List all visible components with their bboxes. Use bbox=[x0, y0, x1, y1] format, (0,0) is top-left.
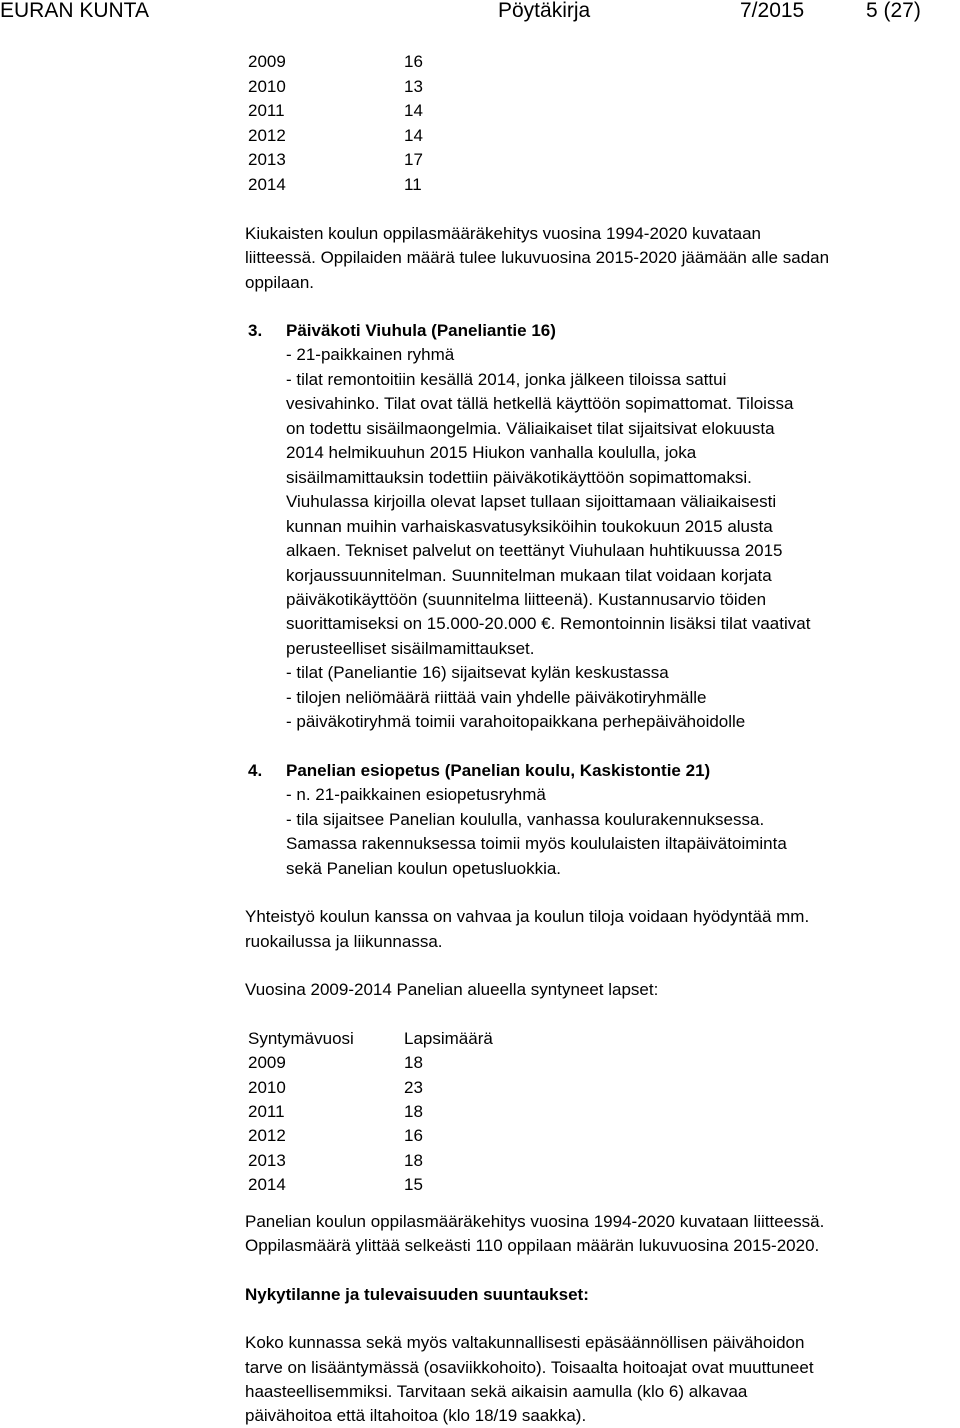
count-cell: 14 bbox=[404, 101, 423, 120]
section-line: Samassa rakennuksessa toimii myös koululaisten iltapäivätoiminta bbox=[286, 834, 787, 853]
births-intro: Vuosina 2009-2014 Panelian alueella syntyneet lapset: bbox=[245, 980, 659, 999]
year-cell: 2013 bbox=[248, 150, 286, 169]
org-name: EURAN KUNTA bbox=[0, 0, 149, 22]
count-cell: 18 bbox=[404, 1151, 423, 1170]
paragraph-line: päivähoitoa että iltahoitoa (klo 18/19 saakka). bbox=[245, 1406, 587, 1425]
count-column-header: Lapsimäärä bbox=[404, 1029, 493, 1048]
section-line: sisäilmamittauksin todettiin päiväkotikäyttöön sopimattomaksi. bbox=[286, 468, 752, 487]
section-line: - tilat remontoitiin kesällä 2014, jonka jälkeen tiloissa sattui bbox=[286, 370, 727, 389]
year-cell: 2012 bbox=[248, 126, 286, 145]
document-type: Pöytäkirja bbox=[498, 0, 591, 22]
paragraph-line: Yhteistyö koulun kanssa on vahvaa ja koulun tiloja voidaan hyödyntää mm. bbox=[245, 907, 810, 926]
paragraph-line: Koko kunnassa sekä myös valtakunnallisesti epäsäännöllisen päivähoidon bbox=[245, 1333, 805, 1352]
count-cell: 18 bbox=[404, 1053, 423, 1072]
section-title: Päiväkoti Viuhula (Paneliantie 16) bbox=[286, 321, 556, 340]
section-line: - tilat (Paneliantie 16) sijaitsevat kylän keskustassa bbox=[286, 663, 669, 682]
year-cell: 2010 bbox=[248, 1078, 286, 1097]
year-column-header: Syntymävuosi bbox=[248, 1029, 354, 1048]
section-number: 3. bbox=[248, 321, 263, 340]
section-line: Viuhulassa kirjoilla olevat lapset tullaan sijoittamaan väliaikaisesti bbox=[286, 492, 777, 511]
section-line: sekä Panelian koulun opetusluokkia. bbox=[286, 859, 562, 878]
count-cell: 11 bbox=[404, 175, 422, 194]
section-line: on todettu sisäilmaongelmia. Väliaikaiset tilat sijaitsivat elokuusta bbox=[286, 419, 775, 438]
year-cell: 2009 bbox=[248, 52, 286, 71]
paragraph-line: haasteellisemmiksi. Tarvitaan sekä aikaisin aamulla (klo 6) alkavaa bbox=[245, 1382, 748, 1401]
section-number: 4. bbox=[248, 761, 263, 780]
paragraph-line: Oppilasmäärä ylittää selkeästi 110 oppilaan määrän lukuvuosina 2015-2020. bbox=[245, 1236, 820, 1255]
section-line: päiväkotikäyttöön (suunnitelma liitteenä). Kustannusarvio töiden bbox=[286, 590, 767, 609]
section-line: - päiväkotiryhmä toimii varahoitopaikkana perhepäivähoidolle bbox=[286, 712, 746, 731]
section-line: vesivahinko. Tilat ovat tällä hetkellä käyttöön sopimattomat. Tiloissa bbox=[286, 394, 794, 413]
section-line: - n. 21-paikkainen esiopetusryhmä bbox=[286, 785, 546, 804]
year-cell: 2014 bbox=[248, 175, 286, 194]
count-cell: 15 bbox=[404, 1175, 423, 1194]
section-line: - 21-paikkainen ryhmä bbox=[286, 345, 455, 364]
count-cell: 16 bbox=[404, 1126, 423, 1145]
year-cell: 2011 bbox=[248, 1102, 285, 1121]
section-line: korjaussuunnitelman. Suunnitelman mukaan tilat voidaan korjata bbox=[286, 566, 772, 585]
section-line: alkaen. Tekniset palvelut on teettänyt Viuhulaan huhtikuussa 2015 bbox=[286, 541, 783, 560]
year-cell: 2013 bbox=[248, 1151, 286, 1170]
section-line: 2014 helmikuuhun 2015 Hiukon vanhalla koululla, joka bbox=[286, 443, 697, 462]
page-number: 5 (27) bbox=[866, 0, 921, 22]
count-cell: 23 bbox=[404, 1078, 423, 1097]
document-number: 7/2015 bbox=[740, 0, 805, 22]
year-cell: 2011 bbox=[248, 101, 285, 120]
count-cell: 14 bbox=[404, 126, 423, 145]
year-cell: 2009 bbox=[248, 1053, 286, 1072]
count-cell: 13 bbox=[404, 77, 423, 96]
paragraph-line: Panelian koulun oppilasmääräkehitys vuosina 1994-2020 kuvataan liitteessä. bbox=[245, 1212, 825, 1231]
section-line: - tilojen neliömäärä riittää vain yhdelle päiväkotiryhmälle bbox=[286, 688, 707, 707]
paragraph-line: Kiukaisten koulun oppilasmääräkehitys vuosina 1994-2020 kuvataan bbox=[245, 224, 762, 243]
year-cell: 2012 bbox=[248, 1126, 286, 1145]
section-line: suorittamiseksi on 15.000-20.000 €. Remontoinnin lisäksi tilat vaativat bbox=[286, 614, 811, 633]
count-cell: 18 bbox=[404, 1102, 423, 1121]
paragraph-line: liitteessä. Oppilaiden määrä tulee lukuvuosina 2015-2020 jäämään alle sadan bbox=[245, 248, 830, 267]
section-line: - tila sijaitsee Panelian koululla, vanhassa koulurakennuksessa. bbox=[286, 810, 765, 829]
section-line: kunnan muihin varhaiskasvatusyksiköihin toukokuun 2015 alusta bbox=[286, 517, 773, 536]
section-heading: Nykytilanne ja tulevaisuuden suuntaukset: bbox=[245, 1285, 589, 1304]
section-line: perusteelliset sisäilmamittaukset. bbox=[286, 639, 535, 658]
paragraph-line: oppilaan. bbox=[245, 273, 315, 292]
year-cell: 2014 bbox=[248, 1175, 286, 1194]
paragraph-line: ruokailussa ja liikunnassa. bbox=[245, 932, 443, 951]
section-title: Panelian esiopetus (Panelian koulu, Kaskistontie 21) bbox=[286, 761, 711, 780]
paragraph-line: tarve on lisääntymässä (osaviikkohoito). Toisaalta hoitoajat ovat muuttuneet bbox=[245, 1358, 814, 1377]
year-cell: 2010 bbox=[248, 77, 286, 96]
count-cell: 17 bbox=[404, 150, 423, 169]
count-cell: 16 bbox=[404, 52, 423, 71]
